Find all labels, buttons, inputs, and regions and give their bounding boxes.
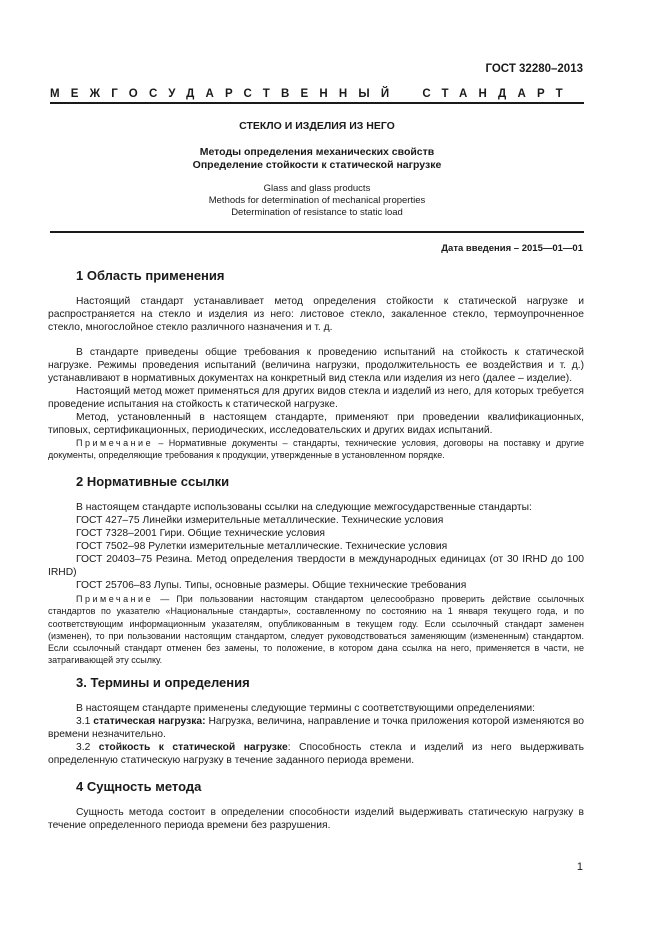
section-3-heading: 3. Термины и определения xyxy=(76,675,250,690)
reference-item: ГОСТ 25706–83 Лупы. Типы, основные размеры. Общие технические требования xyxy=(76,580,467,591)
title-rule xyxy=(50,231,584,233)
term-definition-2 xyxy=(48,742,584,768)
document-code: ГОСТ 32280–2013 xyxy=(485,63,583,75)
english-title-3: Determination of resistance to static load xyxy=(231,207,403,218)
section-1-paragraph-1: Настоящий стандарт устанавливает метод определения стойкости к статической нагрузке и распространяется на стекло и изделия из него: листовое стекло, закаленное стекло, термоупрочненное стекло, многослойное стекло различного назначения и т. д. xyxy=(48,296,584,333)
section-1-note xyxy=(48,437,584,462)
reference-item: ГОСТ 20403–75 Резина. Метод определения твердости в международных единицах (от 30 IRHD до 100 IRHD) xyxy=(48,554,584,578)
banner-left: МЕЖГОСУДАРСТВЕННЫЙ xyxy=(50,88,401,100)
term-number: 3.1 xyxy=(76,716,94,727)
term-definition-1 xyxy=(48,716,584,742)
section-2-paragraph-1: В настоящем стандарте использованы ссылки на следующие межгосударственные стандарты: xyxy=(76,502,532,513)
note-text: – Нормативные документы – стандарты, технические условия, договоры на поставку и другие документы, определяющие требования к продукции, утвержденные в установленном порядке. xyxy=(48,438,584,461)
section-1-paragraph-4: Метод, установленный в настоящем стандарте, применяют при проведении квалификационных, типовых, сертификационных, периодических, исследовательских и других видах испытаний. xyxy=(48,412,584,436)
term-name: стойкость к статической нагрузке xyxy=(98,742,288,753)
english-title-1: Glass and glass products xyxy=(263,183,371,194)
term-definition: : Способность стекла и изделий из него выдерживать определенную статическую нагрузку в течение заданного периода времени. xyxy=(48,742,584,766)
section-1-paragraph-3: Настоящий метод может применяться для других видов стекла и изделий из него, для которых требуется проведение испытания на стойкость к статической нагрузке. xyxy=(48,386,584,410)
reference-item: ГОСТ 7328–2001 Гири. Общие технические условия xyxy=(76,528,325,539)
section-2-heading: 2 Нормативные ссылки xyxy=(76,474,230,489)
subtitle-1: Методы определения механических свойств xyxy=(199,146,435,158)
term-name: статическая нагрузка: xyxy=(93,716,206,727)
subtitle-2: Определение стойкости к статической нагрузке xyxy=(192,159,442,171)
reference-item: ГОСТ 7502–98 Рулетки измерительные металлические. Технические условия xyxy=(76,541,448,552)
term-definition: Нагрузка, величина, направление и точка приложения которой изменяются во времени незначительно. xyxy=(48,716,584,740)
note-label: Примечание xyxy=(76,438,154,448)
section-1-heading: 1 Область применения xyxy=(76,268,225,283)
note-text: — При пользовании настоящим стандартом целесообразно проверить действие ссылочных стандартов по указателю «Национальные стандарты», составленному по состоянию на 1 января текущего года, и по соответствующим информационным указателям, опубликованным в текущем году. Если ссылочный стандарт заменен (изменен), то при пользовании настоящим стандартом, следует руководствоваться заменяющим (измененным) стандартом. Если ссылочный стандарт отменен без замены, то положение, в котором дана ссылка на него, применяется в части, не затрагивающей эту ссылку. xyxy=(48,594,584,666)
english-title-2: Methods for determination of mechanical properties xyxy=(208,195,426,206)
main-title: СТЕКЛО И ИЗДЕЛИЯ ИЗ НЕГО xyxy=(239,120,395,132)
term-number: 3.2 xyxy=(76,742,99,753)
note-label: Примечание xyxy=(76,594,154,604)
section-1-paragraph-2: В стандарте приведены общие требования к проведению испытаний на стойкость к статической нагрузке. Режимы проведения испытаний (величина нагрузки, продолжительность ее воздействия и т. д.) устанавливают в нормативных документах на конкретный вид стекла или изделия из него (далее – изделие). xyxy=(48,347,584,384)
section-3-paragraph-1: В настоящем стандарте применены следующие термины с соответствующими определениями: xyxy=(76,703,536,714)
standard-banner xyxy=(50,88,584,100)
section-4-paragraph-1: Сущность метода состоит в определении способности изделий выдерживать статическую нагрузку в течение определенного периода времени без разрушения. xyxy=(48,807,584,831)
section-2-note xyxy=(48,593,584,667)
reference-item: ГОСТ 427–75 Линейки измерительные металлические. Технические условия xyxy=(76,515,444,526)
introduction-date: Дата введения – 2015—01—01 xyxy=(441,243,583,254)
banner-right: СТАНДАРТ xyxy=(422,88,574,100)
section-4-heading: 4 Сущность метода xyxy=(76,779,202,794)
header-rule xyxy=(50,102,584,104)
page-number: 1 xyxy=(576,861,583,873)
